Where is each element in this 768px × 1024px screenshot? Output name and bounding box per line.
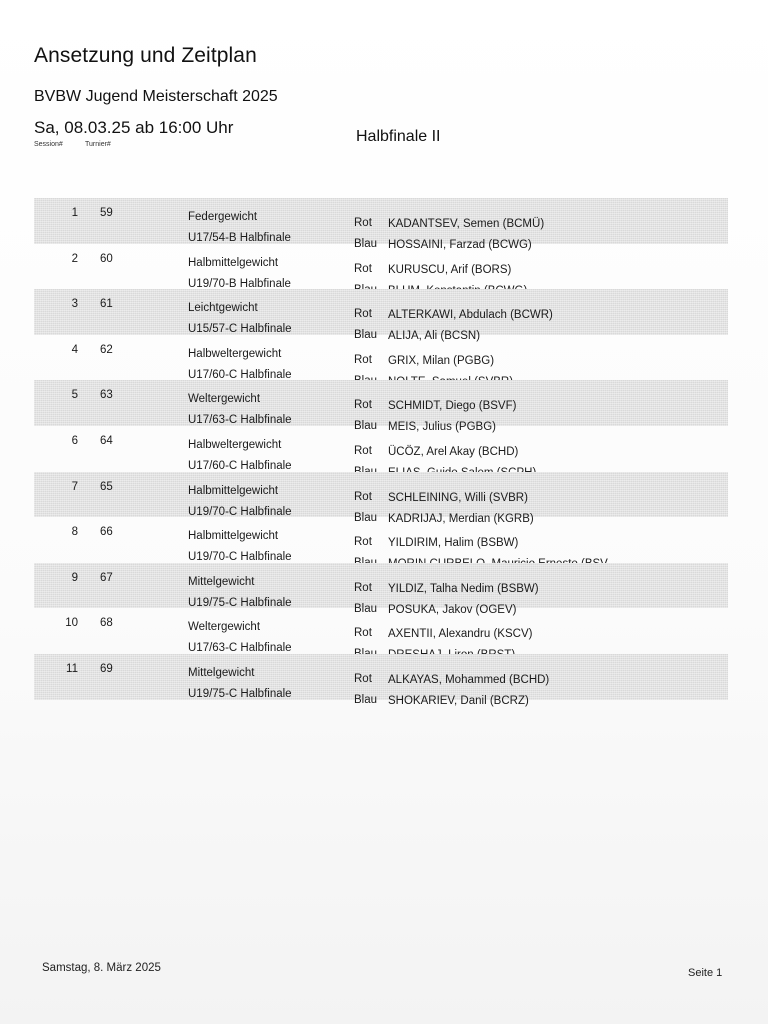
red-corner-boxer: ÜCÖZ, Arel Akay (BCHD) bbox=[388, 445, 519, 458]
bout-row bbox=[34, 426, 728, 472]
age-weight-category: U19/75-C Halbfinale bbox=[188, 596, 292, 609]
page-title: Ansetzung und Zeitplan bbox=[34, 44, 257, 67]
red-corner-boxer: ALKAYAS, Mohammed (BCHD) bbox=[388, 673, 550, 686]
turnier-number: 59 bbox=[100, 207, 113, 219]
corner-label-red: Rot bbox=[354, 490, 372, 503]
session-number: 4 bbox=[71, 343, 78, 356]
corner-label-red: Rot bbox=[354, 627, 372, 640]
turnier-number: 68 bbox=[100, 617, 113, 630]
weight-class: Weltergewicht bbox=[188, 393, 261, 406]
bout-row bbox=[34, 198, 728, 251]
age-weight-category: U17/60-C Halbfinale bbox=[188, 459, 292, 472]
weight-class: Leichtgewicht bbox=[188, 302, 258, 315]
turnier-number: 67 bbox=[100, 571, 113, 584]
session-number: 7 bbox=[71, 480, 78, 493]
red-corner-boxer: KADANTSEV, Semen (BCMÜ) bbox=[388, 218, 545, 230]
session-number: 5 bbox=[71, 389, 78, 402]
age-weight-category: U19/70-B Halbfinale bbox=[188, 277, 291, 290]
corner-label-red: Rot bbox=[354, 536, 372, 549]
turnier-number: 65 bbox=[100, 480, 113, 493]
corner-label-red: Rot bbox=[354, 672, 372, 685]
corner-label-red: Rot bbox=[354, 444, 372, 457]
corner-label-blue: Blau bbox=[354, 693, 378, 706]
turnier-number: 64 bbox=[100, 434, 113, 447]
weight-class: Halbmittelgewicht bbox=[188, 484, 279, 497]
footer-page-number: Seite 1 bbox=[688, 967, 723, 979]
corner-label-blue: Blau bbox=[354, 420, 378, 433]
blue-corner-boxer: POSUKA, Jakov (OGEV) bbox=[388, 603, 517, 616]
bout-row bbox=[34, 335, 728, 381]
age-weight-category: U17/63-C Halbfinale bbox=[188, 414, 292, 427]
blue-corner-boxer: KADRIJAJ, Merdian (KGRB) bbox=[388, 512, 534, 525]
age-weight-category: U19/75-C Halbfinale bbox=[188, 687, 292, 700]
bout-row bbox=[34, 380, 728, 434]
corner-label-blue: Blau bbox=[354, 329, 378, 342]
red-corner-boxer: SCHLEINING, Willi (SVBR) bbox=[388, 491, 528, 504]
age-weight-category: U17/60-C Halbfinale bbox=[188, 368, 292, 381]
age-weight-category: U15/57-C Halbfinale bbox=[188, 323, 292, 336]
session-number: 6 bbox=[71, 434, 78, 447]
column-header-turnier: Turnier# bbox=[85, 141, 111, 148]
red-corner-boxer: ALTERKAWI, Abdulach (BCWR) bbox=[388, 309, 553, 322]
red-corner-boxer: KURUSCU, Arif (BORS) bbox=[388, 263, 512, 276]
corner-label-blue: Blau bbox=[354, 511, 378, 524]
bout-row bbox=[34, 608, 728, 654]
weight-class: Mittelgewicht bbox=[188, 575, 255, 588]
turnier-number: 60 bbox=[100, 252, 113, 265]
bout-row bbox=[34, 563, 728, 616]
weight-class: Halbmittelgewicht bbox=[188, 530, 279, 543]
red-corner-boxer: AXENTII, Alexandru (KSCV) bbox=[388, 628, 533, 641]
blue-corner-boxer: HOSSAINI, Farzad (BCWG) bbox=[388, 239, 532, 251]
age-weight-category: U19/70-C Halbfinale bbox=[188, 551, 292, 564]
blue-corner-boxer: MEIS, Julius (PGBG) bbox=[388, 421, 496, 434]
blue-corner-boxer: SHOKARIEV, Danil (BCRZ) bbox=[388, 694, 529, 707]
session-number: 11 bbox=[66, 662, 78, 675]
age-weight-category: U17/63-C Halbfinale bbox=[188, 642, 292, 655]
session-number: 3 bbox=[71, 298, 78, 311]
session-number: 9 bbox=[71, 571, 78, 584]
blue-corner-boxer: ALIJA, Ali (BCSN) bbox=[388, 330, 481, 343]
turnier-number: 63 bbox=[100, 389, 113, 402]
bout-list bbox=[34, 198, 728, 707]
session-number: 1 bbox=[71, 207, 78, 219]
age-weight-category: U19/70-C Halbfinale bbox=[188, 505, 292, 518]
weight-class: Halbweltergewicht bbox=[188, 438, 282, 451]
weight-class: Weltergewicht bbox=[188, 621, 261, 634]
weight-class: Halbmittelgewicht bbox=[188, 256, 279, 269]
corner-label-red: Rot bbox=[354, 581, 372, 594]
bout-row bbox=[34, 517, 728, 563]
turnier-number: 61 bbox=[100, 298, 113, 311]
turnier-number: 69 bbox=[100, 662, 113, 675]
session-number: 8 bbox=[71, 526, 78, 539]
turnier-number: 66 bbox=[100, 526, 113, 539]
session-number: 2 bbox=[71, 252, 78, 265]
session-number: 10 bbox=[65, 617, 78, 630]
round-label: Halbfinale II bbox=[356, 128, 441, 145]
corner-label-red: Rot bbox=[354, 217, 372, 229]
bout-row bbox=[34, 654, 728, 707]
event-subtitle: BVBW Jugend Meisterschaft 2025 bbox=[34, 88, 278, 105]
column-header-session: Session# bbox=[34, 141, 63, 148]
corner-label-red: Rot bbox=[354, 262, 372, 275]
footer-date: Samstag, 8. März 2025 bbox=[42, 962, 161, 974]
red-corner-boxer: SCHMIDT, Diego (BSVF) bbox=[388, 400, 517, 413]
red-corner-boxer: GRIX, Milan (PGBG) bbox=[388, 354, 495, 367]
corner-label-blue: Blau bbox=[354, 238, 378, 250]
bout-row bbox=[34, 244, 728, 290]
red-corner-boxer: YILDIZ, Talha Nedim (BSBW) bbox=[388, 582, 539, 595]
corner-label-blue: Blau bbox=[354, 602, 378, 615]
weight-class: Halbweltergewicht bbox=[188, 347, 282, 360]
age-weight-category: U17/54-B Halbfinale bbox=[188, 232, 291, 244]
turnier-number: 62 bbox=[100, 343, 113, 356]
weight-class: Mittelgewicht bbox=[188, 666, 255, 679]
corner-label-red: Rot bbox=[354, 353, 372, 366]
corner-label-red: Rot bbox=[354, 399, 372, 412]
bout-row bbox=[34, 472, 728, 525]
weight-class: Federgewicht bbox=[188, 211, 258, 223]
bout-row bbox=[34, 289, 728, 343]
event-date-time: Sa, 08.03.25 ab 16:00 Uhr bbox=[34, 118, 234, 137]
corner-label-red: Rot bbox=[354, 308, 372, 321]
red-corner-boxer: YILDIRIM, Halim (BSBW) bbox=[388, 537, 519, 550]
